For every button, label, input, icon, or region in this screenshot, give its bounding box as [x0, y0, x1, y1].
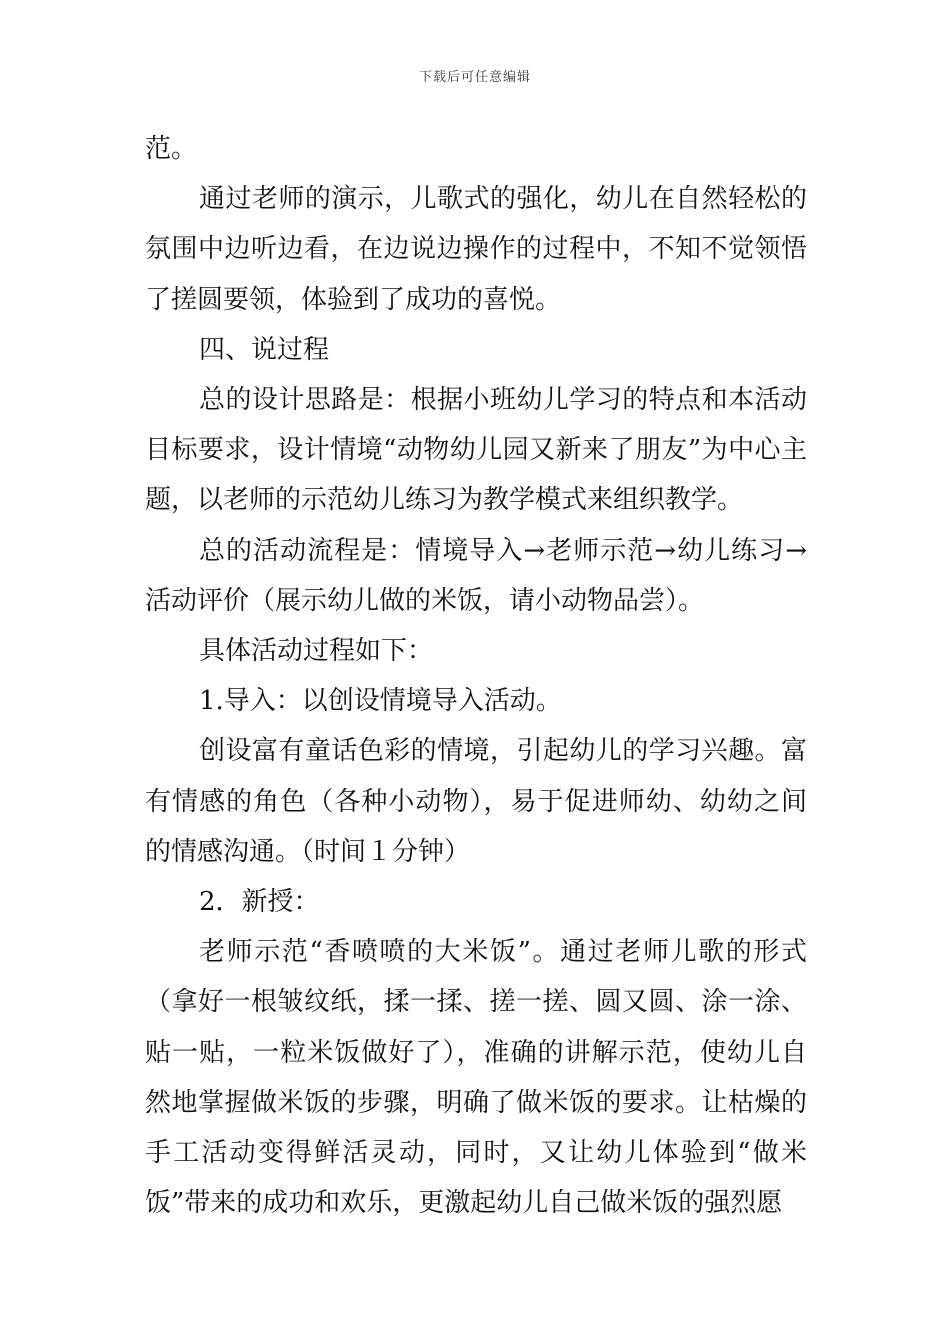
paragraph: 范。 [145, 134, 198, 164]
paragraph: 老师示范“香喷喷的大米饭”。通过老师儿歌的形式（拿好一根皱纹纸，揉一揉、搓一搓、圆又圆、涂一涂、贴一贴，一粒米饭做好了），准确的讲解示范，使幼儿自然地掌握做米饭的步骤，明确了做米饭的要求。让枯燥的手工活动变得鲜活灵动，同时，又让幼儿体验到“做米饭”带来的成功和欢乐，更激起幼儿自己做米饭的强烈愿 [145, 937, 807, 1219]
document-body [145, 124, 807, 1228]
section-heading: 四、说过程 [199, 334, 330, 365]
paragraph: 通过老师的演示，儿歌式的强化，幼儿在自然轻松的氛围中边听边看，在边说边操作的过程中，不知不觉领悟了搓圆要领，体验到了成功的喜悦。 [145, 184, 807, 315]
paragraph: 总的活动流程是：情境导入→老师示范→幼儿练习→活动评价（展示幼儿做的米饭，请小动物品尝）。 [145, 535, 807, 616]
paragraph: 具体活动过程如下： [199, 636, 434, 667]
page-header: 下载后可任意编辑 [418, 70, 531, 85]
subheading: 1.导入：以创设情境导入活动。 [199, 686, 562, 717]
paragraph: 创设富有童话色彩的情境，引起幼儿的学习兴趣。富有情感的角色（各种小动物），易于促进师幼、幼幼之间的情感沟通。（时间１分钟） [145, 736, 807, 867]
subheading: 2．新授： [199, 887, 320, 918]
paragraph: 总的设计思路是：根据小班幼儿学习的特点和本活动目标要求，设计情境“动物幼儿园又新来了朋友”为中心主题，以老师的示范幼儿练习为教学模式来组织教学。 [145, 385, 807, 516]
